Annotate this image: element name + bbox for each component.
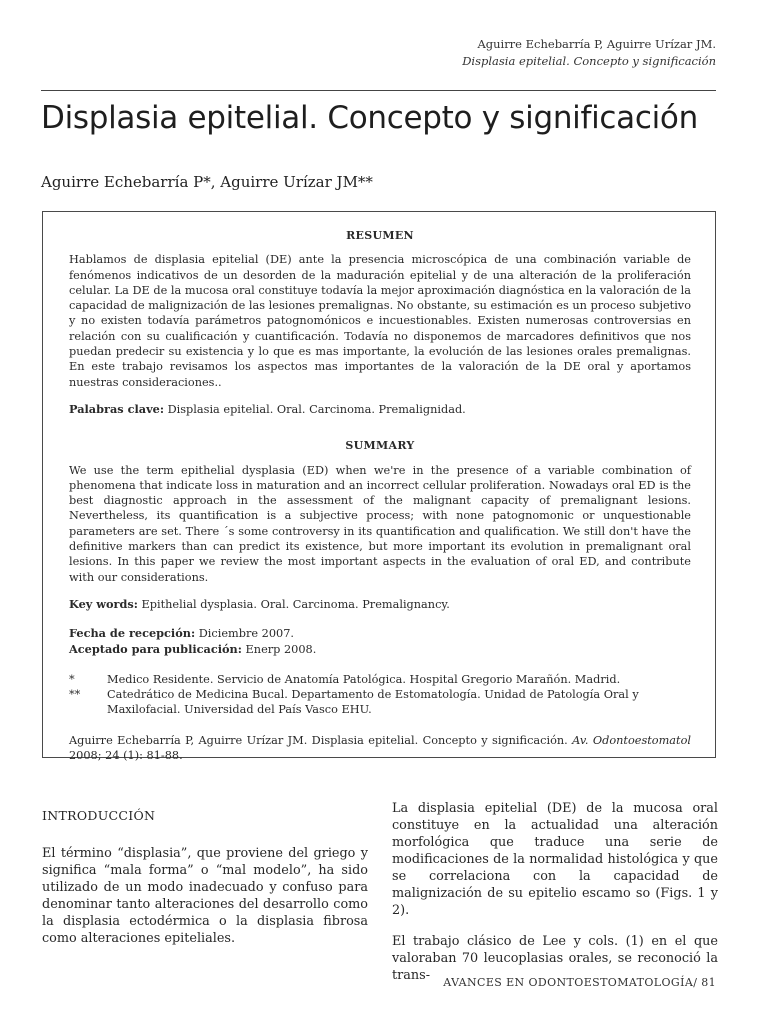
note-text: Catedrático de Medicina Bucal. Departamento de Estomatología. Unidad de Patología Oral y Maxilofacial. Universidad del País Vasco EHU.: [107, 688, 639, 717]
summary-keywords: [69, 597, 691, 612]
resumen-keywords-value: Displasia epitelial. Oral. Carcinoma. Premalignidad.: [167, 402, 466, 416]
body-column-right: [392, 800, 718, 998]
section-heading-introduccion: INTRODUCCIÓN: [42, 808, 156, 823]
note-mark: *: [69, 672, 75, 686]
citation-ref: 2008; 24 (1): 81-88.: [69, 749, 183, 763]
affiliation-note: [69, 672, 691, 687]
body-column-left: [42, 800, 368, 961]
summary-keywords-label: Key words:: [69, 596, 138, 611]
citation: [69, 733, 691, 764]
page-footer: AVANCES EN ODONTOESTOMATOLOGÍA/ 81: [443, 976, 716, 989]
article-authors: Aguirre Echebarría P*, Aguirre Urízar JM**: [41, 173, 373, 191]
citation-journal: Av. Odontoestomatol: [572, 733, 691, 747]
summary-heading: SUMMARY: [345, 439, 415, 453]
body-paragraph: La displasia epitelial (DE) de la mucosa oral constituye en la actualidad una alteración morfológica que traduce una serie de modificaciones de la normalidad histológica y que se correlaciona con la capacidad de malignización de su epitelio escamo so (Figs. 1 y 2).: [392, 801, 718, 918]
affiliation-notes: [69, 672, 691, 718]
note-mark: **: [69, 688, 81, 702]
body-paragraph: El trabajo clásico de Lee y cols. (1) en el que valoraban 70 leucoplasias orales, se reconoció la trans-: [392, 934, 718, 983]
affiliation-note: [69, 687, 691, 718]
running-head-title: Displasia epitelial. Concepto y significación: [462, 54, 716, 68]
running-head: [462, 36, 716, 70]
dates: [69, 626, 691, 657]
summary-keywords-value: Epithelial dysplasia. Oral. Carcinoma. Premalignancy.: [141, 597, 450, 611]
resumen-text: Hablamos de displasia epitelial (DE) ante la presencia microscópica de una combinación variable de fenómenos indicativos de un desorden de la maduración epitelial y de una alteración de la proliferación celular. La DE de la mucosa oral constituye todavía la mejor aproximación diagnóstica en la valoración de la capacidad de malignización de las lesiones premalignas. No obstante, su estimación es un proceso subjetivo y no existen todavía parámetros patognomónicos e incuestionables. Existen numerosas controversias en relación con su cualificación y cuantificación. Todavía no disponemos de marcadores definitivos que nos puedan predecir su existencia y lo que es mas importante, la evolución de las lesiones orales premalignas. En este trabajo revisamos los aspectos mas importantes de la valoración de la DE oral y aportamos nuestras consideraciones..: [69, 253, 691, 389]
accepted-value: Enerp 2008.: [245, 642, 317, 656]
article-title: Displasia epitelial. Concepto y significación: [41, 100, 698, 136]
received-value: Diciembre 2007.: [198, 627, 295, 641]
resumen-heading: RESUMEN: [346, 229, 414, 242]
citation-text: Aguirre Echebarría P, Aguirre Urízar JM. Displasia epitelial. Concepto y significación.: [69, 733, 573, 747]
running-head-authors: Aguirre Echebarría P, Aguirre Urízar JM.: [477, 37, 716, 51]
resumen-keywords-label: Palabras clave:: [69, 401, 164, 416]
note-text: Medico Residente. Servicio de Anatomía Patológica. Hospital Gregorio Marañón. Madrid.: [107, 672, 621, 686]
received-label: Fecha de recepción:: [69, 626, 196, 641]
received-date: [69, 626, 691, 641]
resumen-keywords: [69, 402, 691, 417]
accepted-date: [69, 642, 691, 657]
header-rule: [41, 90, 716, 91]
body-paragraph: El término “displasia”, que proviene del griego y significa “mala forma” o “mal modelo”, ha sido utilizado de un modo inadecuado y confuso para denominar tanto alteraciones del desarrollo como la displasia ectodérmica o la displasia fibrosa como alteraciones epiteliales.: [42, 846, 368, 946]
accepted-label: Aceptado para publicación:: [69, 641, 242, 656]
summary-text: We use the term epithelial dysplasia (ED) when we're in the presence of a variable combination of phenomena that indicate loss in maturation and an incorrect cellular proliferation. Nowadays oral ED is the best diagnostic approach in the assessment of the malignant capacity of premalignant lesions. Nevertheless, its quantification is a subjective process; with none patognomonic or unquestionable parameters are set. There ´s some controversy in its quantification and qualification. We still don't have the definitive markers than can predict its existence, but more important its evolution in premalignant oral lesions. In this paper we review the most important aspects in the evaluation of oral ED, and contribute with our considerations.: [69, 463, 691, 584]
abstract-box: [42, 211, 716, 763]
